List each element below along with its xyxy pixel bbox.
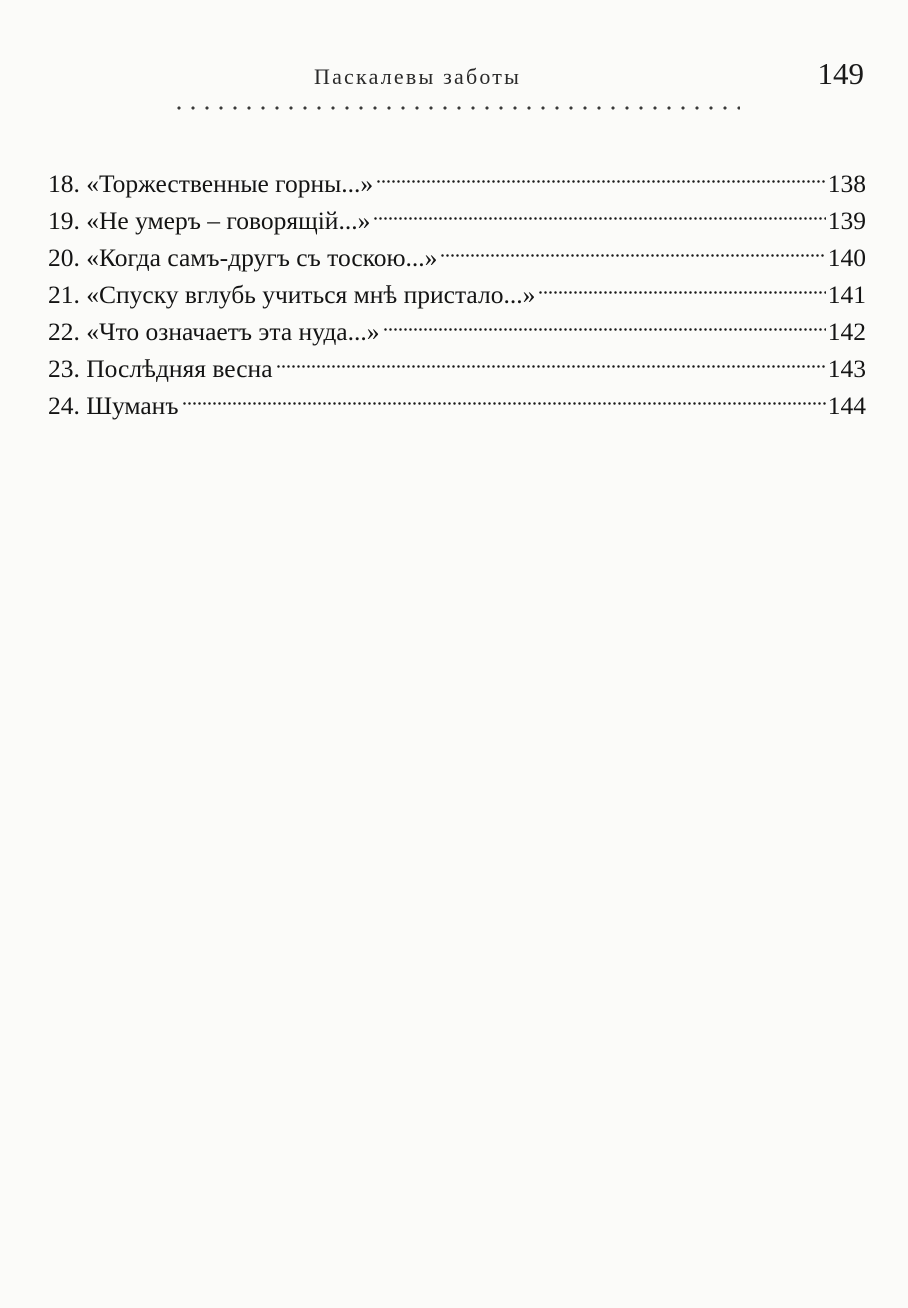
- toc-entry-page: 139: [827, 206, 866, 235]
- toc-entry-title: «Что означаетъ эта нуда...»: [86, 317, 380, 346]
- running-title: Паскалевы заботы: [314, 64, 522, 89]
- toc-entry-number: 24.: [48, 391, 80, 420]
- toc-entry-page: 140: [827, 243, 866, 272]
- toc-entry-title: «Спуску вглубь учиться мнѣ пристало...»: [86, 280, 536, 309]
- running-header: [0, 56, 908, 102]
- toc-entry: [48, 155, 866, 198]
- dot-leader: [538, 266, 825, 303]
- page-number: 149: [817, 56, 864, 91]
- toc-entry-number: 20.: [48, 243, 80, 272]
- dot-leader: [373, 192, 825, 229]
- reverse-side-show-through: [700, 330, 900, 1290]
- toc-entry-page: 144: [827, 391, 866, 420]
- toc-entry-title: «Торжественные горны...»: [86, 169, 374, 198]
- toc-entry-title: «Не умеръ – говорящій...»: [86, 206, 371, 235]
- toc-entry-number: 19.: [48, 206, 80, 235]
- dot-leader: [182, 377, 826, 414]
- toc-entry-number: 21.: [48, 280, 80, 309]
- toc-entry-page: 142: [827, 317, 866, 346]
- toc-entry-page: 138: [827, 169, 866, 198]
- dot-leader: [383, 303, 826, 340]
- table-of-contents: [48, 155, 866, 420]
- dot-leader: [276, 340, 826, 377]
- toc-entry-page: 141: [827, 280, 866, 309]
- toc-entry-number: 18.: [48, 169, 80, 198]
- dot-leader: [440, 229, 825, 266]
- toc-entry-title: Шуманъ: [86, 391, 179, 420]
- dot-leader: [376, 155, 826, 192]
- toc-entry-title: Послѣдняя весна: [86, 354, 273, 383]
- dotted-header-rule: [172, 104, 740, 112]
- toc-entry-title: «Когда самъ-другъ съ тоскою...»: [86, 243, 438, 272]
- toc-entry-number: 23.: [48, 354, 80, 383]
- toc-entry-page: 143: [827, 354, 866, 383]
- toc-entry-number: 22.: [48, 317, 80, 346]
